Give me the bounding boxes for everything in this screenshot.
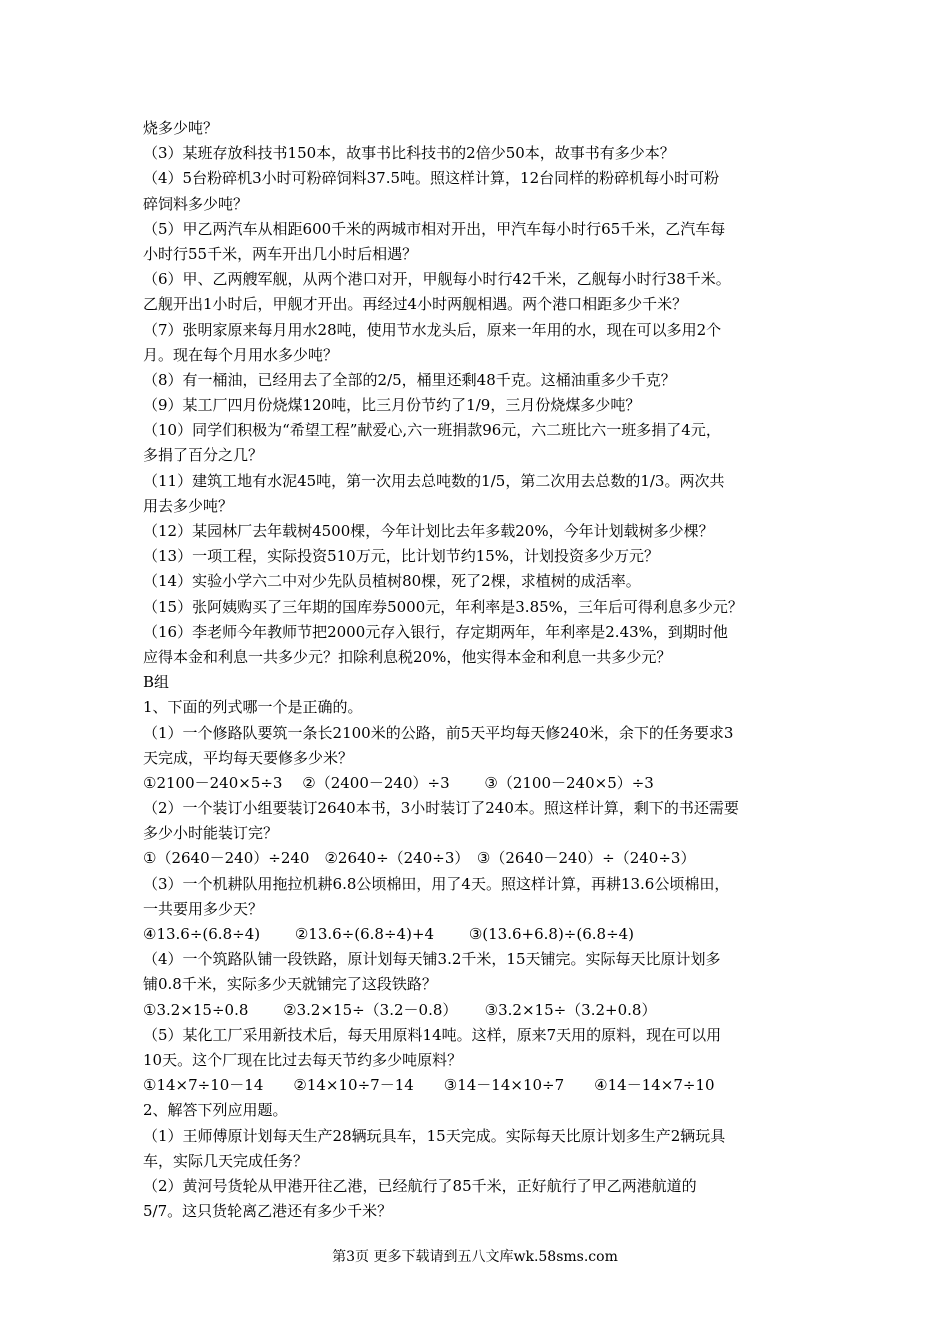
text-line: （14）实验小学六二中对少先队员植树80棵，死了2棵，求植树的成活率。 — [143, 572, 641, 591]
text-line: （13）一项工程，实际投资510万元，比计划节约15%，计划投资多少万元？ — [143, 547, 660, 566]
text-line: （6）甲、乙两艘军舰，从两个港口对开，甲舰每小时行42千米，乙舰每小时行38千米。 — [143, 270, 731, 289]
text-line: 用去多少吨？ — [143, 496, 234, 515]
text-line: （2）一个装订小组要装订2640本书，3小时装订了240本。照这样计算，剩下的书还需要 — [143, 799, 739, 818]
text-line: （15）张阿姨购买了三年期的国库券5000元，年利率是3.85%，三年后可得利息多少元？ — [143, 597, 743, 616]
text-line: （4）一个筑路队铺一段铁路，原计划每天铺3.2千米，15天铺完。实际每天比原计划多 — [143, 950, 721, 969]
text-line: 2、解答下列应用题。 — [143, 1101, 288, 1120]
text-line: （4）5台粉碎机3小时可粉碎饲料37.5吨。照这样计算，12台同样的粉碎机每小时可粉 — [143, 169, 720, 188]
text-line: （10）同学们积极为“希望工程”献爱心,六一班捐款96元，六二班比六一班多捐了4元， — [143, 421, 721, 440]
text-line: B组 — [143, 673, 170, 692]
text-line: 铺0.8千米，实际多少天就铺完了这段铁路？ — [143, 975, 437, 994]
text-line: （12）某园林厂去年载树4500棵，今年计划比去年多载20%，今年计划载树多少棵？ — [143, 522, 714, 540]
text-line: （2）黄河号货轮从甲港开往乙港，已经航行了85千米，正好航行了甲乙两港航道的 — [143, 1176, 697, 1195]
text-line: （3）某班存放科技书150本，故事书比科技书的2倍少50本，故事书有多少本？ — [143, 144, 675, 163]
text-line: 10天。这个厂现在比过去每天节约多少吨原料？ — [143, 1050, 463, 1069]
text-line: 5/7。这只货轮离乙港还有多少千米？ — [143, 1202, 393, 1221]
text-line: （1）王师傅原计划每天生产28辆玩具车，15天完成。实际每天比原计划多生产2辆玩具 — [143, 1126, 726, 1145]
text-line: ①14×7÷10－14 ②14×10÷7－14 ③14－14×10÷7 ④14－14×7÷10 — [143, 1076, 715, 1095]
text-line: 天完成，平均每天要修多少米？ — [143, 748, 354, 767]
text-line: （16）李老师今年教师节把2000元存入银行，存定期两年，年利率是2.43%，到期时他 — [143, 622, 728, 641]
text-line: 应得本金和利息一共多少元？扣除利息税20%，他实得本金和利息一共多少元？ — [143, 647, 672, 666]
text-line: ①2100－240×5÷3 ②（2400－240）÷3 ③（2100－240×5）÷3 — [143, 773, 654, 792]
text-line: （11）建筑工地有水泥45吨，第一次用去总吨数的1/5，第二次用去总数的1/3。两次共 — [143, 471, 725, 490]
text-line: 月。现在每个月用水多少吨？ — [143, 345, 339, 364]
text-line: 多少小时能装订完？ — [143, 824, 279, 843]
text-line: （8）有一桶油，已经用去了全部的2/5，桶里还剩48千克。这桶油重多少千克？ — [143, 370, 676, 389]
text-line: ①3.2×15÷0.8 ②3.2×15÷（3.2－0.8） ③3.2×15÷（3.2+0.8） — [143, 1000, 657, 1019]
text-line: 1、下面的列式哪一个是正确的。 — [143, 698, 363, 717]
text-line: 烧多少吨？ — [143, 119, 219, 137]
text-line: （3）一个机耕队用拖拉机耕6.8公顷棉田，用了4天。照这样计算，再耕13.6公顷棉田， — [143, 874, 730, 893]
text-line: 碎饲料多少吨？ — [143, 194, 249, 213]
text-line: （5）甲乙两汽车从相距600千米的两城市相对开出，甲汽车每小时行65千米，乙汽车每 — [143, 219, 726, 238]
text-line: 乙舰开出1小时后，甲舰才开出。再经过4小时两舰相遇。两个港口相距多少千米？ — [143, 295, 688, 314]
text-line: （7）张明家原来每月用水28吨，使用节水龙头后，原来一年用的水，现在可以多用2个 — [143, 320, 722, 339]
text-line: 车，实际几天完成任务？ — [143, 1151, 309, 1170]
page-footer: 第3页 更多下载请到五八文库wk.58sms.com — [332, 1249, 618, 1265]
text-line: ④13.6÷(6.8÷4) ②13.6÷(6.8÷4)+4 ③(13.6+6.8)÷(6.8÷4) — [143, 925, 635, 943]
text-line: （5）某化工厂采用新技术后，每天用原料14吨。这样，原来7天用的原料，现在可以用 — [143, 1025, 722, 1044]
text-line: 多捐了百分之几？ — [143, 446, 264, 465]
text-line: 小时行55千米，两车开出几小时后相遇？ — [143, 244, 418, 263]
text-line: 一共要用多少天？ — [143, 899, 264, 918]
page-content — [143, 116, 811, 1224]
text-line: （1）一个修路队要筑一条长2100米的公路，前5天平均每天修240米，余下的任务要求3 — [143, 723, 734, 742]
text-line: （9）某工厂四月份烧煤120吨，比三月份节约了1/9，三月份烧煤多少吨？ — [143, 396, 641, 415]
text-line: ①（2640－240）÷240 ②2640÷（240÷3） ③（2640－240）÷（240÷3） — [143, 849, 696, 868]
